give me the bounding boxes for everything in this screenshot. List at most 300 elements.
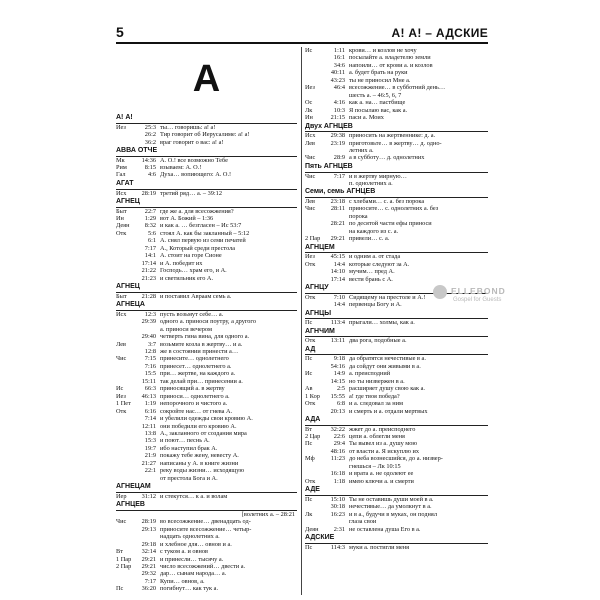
reference-row <box>305 154 488 161</box>
verse-snippet: а! где твоя победа? <box>349 392 400 400</box>
book-abbrev <box>116 460 138 467</box>
verse-snippet: где же а. для всесожжения? <box>160 207 234 215</box>
book-abbrev: Исх <box>305 132 316 140</box>
verse-snippet: крови… и козлов не хочу <box>349 47 417 54</box>
verse-snippet: и врата а. не одолеют ее <box>349 470 414 478</box>
book-abbrev <box>116 445 138 452</box>
entry-headword: АД <box>305 346 488 356</box>
reference-row <box>116 237 297 244</box>
entry-headword: АДЕ <box>305 486 488 496</box>
verse-snippet: Господь… храм его, и А. <box>160 267 227 275</box>
verse-ref: 15:5 <box>144 370 156 378</box>
verse-ref: 31:12 <box>141 492 156 500</box>
verse-ref: 1:11 <box>334 47 345 54</box>
verse-ref: 14:36 <box>141 156 156 164</box>
book-abbrev: Иер <box>116 492 127 500</box>
column-divider <box>301 47 302 595</box>
verse-ref <box>327 180 349 187</box>
verse-snippet: одного а. приноси поутру, а другого <box>160 318 257 326</box>
book-abbrev <box>305 92 327 99</box>
verse-ref: 2:5 <box>336 385 345 393</box>
book-abbrev: 1 Пет <box>116 400 131 408</box>
verse-snippet: имею ключи а. и смерти <box>349 477 414 485</box>
verse-ref: 16:18 <box>330 470 345 478</box>
reference-row <box>116 548 297 555</box>
book-abbrev: Быт <box>116 292 127 300</box>
book-abbrev <box>305 276 327 283</box>
verse-ref: 14:1 <box>144 252 156 260</box>
reference-row <box>305 62 488 69</box>
verse-snippet: Ты вывел из а. душу мою <box>349 440 418 448</box>
entry-headword: АГНЦЕВ <box>116 501 297 511</box>
verse-snippet: и стекутся… к а. и волам <box>160 492 228 500</box>
book-abbrev: Рим <box>116 164 127 171</box>
reference-row <box>305 478 488 485</box>
book-abbrev <box>116 541 138 548</box>
verse-snippet: цепи а. облегли меня <box>349 433 405 441</box>
reference-row <box>305 253 488 260</box>
book-abbrev <box>116 252 138 259</box>
verse-ref: 17:14 <box>330 275 345 283</box>
verse-snippet: пусть возьмут себе… а. <box>160 310 224 318</box>
reference-row <box>305 378 488 385</box>
book-abbrev <box>116 326 138 333</box>
entry-headword: АДСКИЕ <box>305 534 488 544</box>
verse-snippet: третий ряд… а. – 39:12 <box>160 189 222 197</box>
reference-row <box>305 235 488 242</box>
verse-ref: 29:32 <box>141 570 156 578</box>
verse-ref <box>327 147 349 154</box>
verse-ref: 36:20 <box>141 585 156 593</box>
reference-row <box>116 293 297 300</box>
book-abbrev <box>305 268 327 275</box>
verse-snippet: и А. победит их <box>160 259 203 267</box>
verse-snippet: на каждого из с. а. <box>349 227 399 235</box>
reference-row <box>305 463 488 470</box>
verse-snippet: прыгали… холмы, как а. <box>349 319 415 327</box>
entry-headword: АГНЦУ <box>305 284 488 294</box>
verse-ref: 22:1 <box>144 467 156 475</box>
verse-ref: 7:17 <box>144 577 156 585</box>
book-abbrev: Лк <box>305 106 313 114</box>
book-abbrev: Пс <box>305 440 313 448</box>
reference-row <box>305 496 488 503</box>
verse-snippet: стоял А. как бы закланный – 5:12 <box>160 229 250 237</box>
reference-row <box>305 205 488 212</box>
section-letter: А <box>192 58 221 100</box>
book-abbrev <box>116 467 138 474</box>
verse-snippet: во всесожжение… двенадцать од- <box>160 518 251 526</box>
verse-snippet: расширяет душу свою как а. <box>349 385 425 393</box>
verse-ref: 29:4 <box>333 440 345 448</box>
verse-ref: 3:7 <box>147 340 156 348</box>
book-abbrev <box>305 69 327 76</box>
book-abbrev <box>116 578 138 585</box>
reference-row <box>116 518 297 525</box>
verse-ref: 25:3 <box>144 123 156 131</box>
reference-row <box>116 452 297 459</box>
reference-row <box>305 47 488 54</box>
reference-row <box>305 385 488 392</box>
book-abbrev: Чис <box>116 355 127 363</box>
reference-row <box>305 173 488 180</box>
verse-snippet: непорочного и чистого а. <box>160 400 228 408</box>
book-abbrev: Исх <box>116 189 127 197</box>
verse-ref: 45:15 <box>330 253 345 261</box>
reference-row <box>305 99 488 106</box>
book-abbrev: Пс <box>305 319 313 327</box>
book-abbrev <box>305 301 327 308</box>
verse-snippet: покажу тебе жену, невесту А. <box>160 452 239 460</box>
verse-snippet: приносить на жертвеннике: д. а. <box>349 132 436 140</box>
book-abbrev: Ис <box>305 370 313 378</box>
book-abbrev: Отк <box>305 293 316 301</box>
book-abbrev: Быт <box>116 207 127 215</box>
book-abbrev: Лк <box>305 510 313 518</box>
verse-snippet: как а. на… пастбище <box>349 99 406 107</box>
verse-snippet: приносите всесожжение… четыр- <box>160 525 252 533</box>
book-abbrev: Мк <box>116 156 125 164</box>
verse-snippet: а. приноси вечером <box>160 325 212 333</box>
verse-ref <box>327 213 349 220</box>
verse-snippet: всесожжение… в субботний день… <box>349 84 446 92</box>
verse-snippet: ты… говоришь: а! а! <box>160 123 216 131</box>
verse-snippet: п. однолетних а. <box>349 179 393 187</box>
book-abbrev: Иез <box>116 123 126 131</box>
book-abbrev <box>116 318 138 325</box>
book-abbrev <box>305 503 327 510</box>
reference-row <box>116 556 297 563</box>
verse-snippet: а. будет брать на руки <box>349 69 408 77</box>
verse-snippet: шесть а. – 46:5, 6, 7 <box>349 91 402 99</box>
verse-ref: 19:7 <box>144 444 156 452</box>
verse-snippet: нечестивые… да умолкнут в а. <box>349 503 432 511</box>
verse-ref: 20:13 <box>330 407 345 415</box>
reference-row <box>305 132 488 139</box>
reference-row <box>116 423 297 430</box>
reference-row <box>305 448 488 455</box>
verse-ref <box>327 463 349 470</box>
verse-ref: 16:1 <box>333 54 345 62</box>
verse-snippet: порока <box>349 212 368 220</box>
book-abbrev <box>116 452 138 459</box>
book-abbrev: 1 Кор <box>305 392 320 400</box>
verse-snippet: не оставлена душа Его в а. <box>349 525 421 533</box>
verse-ref: 36:2 <box>144 138 156 146</box>
reference-row <box>116 318 297 325</box>
verse-ref: 48:16 <box>330 447 345 455</box>
verse-snippet: посылайте а. владетелю земли <box>349 54 431 62</box>
verse-ref: 5:6 <box>147 229 156 237</box>
reference-row <box>116 230 297 237</box>
verse-ref: 14:4 <box>333 301 345 309</box>
verse-ref: 29:21 <box>141 555 156 563</box>
book-abbrev: Лев <box>305 198 315 206</box>
entry-headword: АВВА ОТЧЕ <box>116 147 297 157</box>
reference-row <box>305 393 488 400</box>
book-abbrev: 2 Пар <box>116 562 132 570</box>
verse-ref: 12:3 <box>144 310 156 318</box>
entry-headword: АГНЕЦ <box>116 283 297 293</box>
verse-snippet: сокройте нас… от гнева А. <box>160 407 233 415</box>
book-abbrev: Чис <box>305 154 316 162</box>
reference-row <box>116 355 297 362</box>
verse-snippet: которые следуют за А. <box>349 260 410 268</box>
reference-row <box>305 408 488 415</box>
verse-ref: 22:6 <box>333 433 345 441</box>
book-abbrev: Вт <box>305 425 312 433</box>
verse-ref: 7:10 <box>333 293 345 301</box>
reference-row <box>305 180 488 187</box>
book-abbrev <box>116 139 138 146</box>
verse-snippet: Духа… вопиющего: А. О.! <box>160 171 232 179</box>
verse-ref: 15:55 <box>330 392 345 400</box>
verse-ref: 14:9 <box>333 370 345 378</box>
book-abbrev: Пс <box>116 585 124 593</box>
verse-snippet: так делай при… принесении а. <box>160 377 243 385</box>
book-abbrev <box>116 526 138 533</box>
book-abbrev: Иез <box>116 392 126 400</box>
reference-row <box>116 493 297 500</box>
verse-ref <box>138 533 160 540</box>
verse-snippet: с туком а. и овнов <box>160 548 209 556</box>
verse-snippet: напоили… от крови а. и козлов <box>349 61 433 69</box>
reference-row <box>116 157 297 164</box>
verse-snippet: и поют… песнь А. <box>160 437 210 445</box>
verse-snippet: и принесли… тысячу а. <box>160 555 224 563</box>
reference-row <box>305 84 488 91</box>
verse-snippet: возьмите козла в жертву… и а. <box>160 340 243 348</box>
book-abbrev <box>305 220 327 227</box>
reference-row <box>116 348 297 355</box>
book-abbrev <box>305 363 327 370</box>
reference-row <box>116 139 297 146</box>
verse-snippet: четверть гина вина, для одного а. <box>160 333 250 341</box>
verse-snippet: приготовьте… в жертву… д. одно- <box>349 139 442 147</box>
verse-snippet: да обратятся нечестивые в а. <box>349 355 426 363</box>
verse-ref: 66:3 <box>144 385 156 393</box>
verse-snippet: взываем: А. О.! <box>160 164 202 171</box>
reference-row <box>116 526 297 533</box>
verse-snippet: Тир говорит об Иерусалиме: а! а! <box>160 131 250 139</box>
verse-ref: 14:10 <box>330 268 345 276</box>
page-header <box>116 22 488 44</box>
reference-row <box>305 518 488 525</box>
reference-row <box>116 245 297 252</box>
entry-continuation: [волетних а. – 28:21 <box>241 510 295 518</box>
verse-ref: 15:11 <box>141 377 156 385</box>
book-abbrev: Иез <box>305 84 315 92</box>
verse-snippet: и одним а. от стада <box>349 253 401 261</box>
entry-headword: А! А! <box>116 114 297 124</box>
book-abbrev <box>116 348 138 355</box>
verse-ref: 28:21 <box>330 220 345 228</box>
verse-ref: 21:15 <box>330 114 345 122</box>
verse-snippet: мучим… пред А. <box>349 268 395 276</box>
book-abbrev: Лев <box>116 340 126 348</box>
entry-headword: АГНЦЫ <box>305 310 488 320</box>
book-abbrev <box>116 475 138 482</box>
verse-ref: 23:18 <box>330 198 345 206</box>
verse-snippet: приносящий а. в жертву <box>160 385 225 393</box>
book-abbrev: Чис <box>305 172 316 180</box>
reference-row <box>116 131 297 138</box>
verse-ref: 34:6 <box>333 61 345 69</box>
reference-row <box>305 426 488 433</box>
verse-snippet: и а. следовал за ним <box>349 400 403 408</box>
verse-snippet: жжет до а. преисподнего <box>349 425 416 433</box>
verse-snippet: первенцы Богу и А. <box>349 301 402 309</box>
reference-row <box>116 408 297 415</box>
reference-row <box>116 333 297 340</box>
verse-ref: 23:19 <box>330 139 345 147</box>
reference-row <box>116 341 297 348</box>
book-abbrev: Пс <box>305 543 313 551</box>
book-abbrev: Ин <box>116 215 124 222</box>
book-abbrev <box>305 470 327 477</box>
verse-ref: 12:11 <box>141 422 156 430</box>
verse-snippet: муки а. постигли меня <box>349 543 410 551</box>
reference-row <box>305 337 488 344</box>
reference-row <box>305 511 488 518</box>
reference-row <box>305 363 488 370</box>
book-abbrev <box>116 570 138 577</box>
verse-snippet: и хлебное для… овнов и а. <box>160 540 232 548</box>
verse-ref: 10:3 <box>333 106 345 114</box>
reference-row <box>305 455 488 462</box>
reference-row <box>305 355 488 362</box>
reference-row <box>116 252 297 259</box>
book-abbrev: Отк <box>116 229 127 237</box>
verse-snippet: написаны у А. в книге жизни <box>160 459 239 467</box>
book-abbrev <box>116 245 138 252</box>
verse-snippet: же в состоянии принести а… <box>160 347 239 355</box>
verse-snippet: дар… сынам народа… а. <box>160 570 227 578</box>
verse-snippet: и убелили одежды свои кровию А. <box>160 415 253 423</box>
verse-ref <box>327 228 349 235</box>
verse-ref: 29:21 <box>141 562 156 570</box>
reference-row <box>116 275 297 282</box>
book-abbrev <box>116 415 138 422</box>
verse-ref: 40:11 <box>330 69 345 77</box>
book-abbrev: Ис <box>305 47 313 54</box>
verse-ref: 1:19 <box>144 400 156 408</box>
verse-ref: 28:19 <box>141 189 156 197</box>
verse-snippet: и поставил Авраам семь а. <box>160 292 232 300</box>
book-abbrev: Отк <box>116 407 127 415</box>
left-column <box>116 47 297 593</box>
book-abbrev: Отк <box>305 337 316 345</box>
book-abbrev <box>116 260 138 267</box>
verse-snippet: ибо наступил брак А. <box>160 444 218 452</box>
reference-row <box>305 268 488 275</box>
book-abbrev <box>305 213 327 220</box>
book-abbrev <box>116 437 138 444</box>
verse-ref: 29:18 <box>141 540 156 548</box>
reference-row <box>305 470 488 477</box>
verse-snippet: и смерть и а. отдали мертвых <box>349 407 428 415</box>
book-abbrev <box>305 77 327 84</box>
reference-row <box>305 440 488 447</box>
verse-snippet: вести брань с А. <box>349 275 393 283</box>
page-number: 5 <box>116 24 124 40</box>
verse-snippet: глаза свои <box>349 518 377 526</box>
entry-headword: Пять АГНЦЕВ <box>305 163 488 173</box>
verse-ref: 6:8 <box>336 400 345 408</box>
verse-ref: 46:4 <box>333 84 345 92</box>
verse-ref: 14:4 <box>333 260 345 268</box>
reference-row <box>116 124 297 131</box>
book-abbrev <box>305 228 327 235</box>
entry-headword: АДА <box>305 416 488 426</box>
verse-ref: 114:3 <box>330 543 345 551</box>
book-abbrev <box>305 408 327 415</box>
verse-snippet: принесите… однолетнего <box>160 355 229 363</box>
reference-row <box>116 570 297 577</box>
book-abbrev <box>305 180 327 187</box>
verse-ref: 28:9 <box>333 154 345 162</box>
verse-snippet: летних а. <box>349 147 374 155</box>
book-abbrev: Лев <box>305 139 315 147</box>
verse-ref <box>327 92 349 99</box>
verse-ref: 6:16 <box>144 407 156 415</box>
book-abbrev <box>116 378 138 385</box>
verse-snippet: и светильник его А. <box>160 274 214 282</box>
reference-row <box>305 213 488 220</box>
book-abbrev: Мф <box>305 455 315 463</box>
verse-ref: 2:31 <box>333 525 345 533</box>
reference-row <box>116 311 297 318</box>
reference-row <box>305 544 488 551</box>
book-abbrev <box>305 147 327 154</box>
entry-headword: АГНЧИМ <box>305 328 488 338</box>
book-abbrev <box>116 237 138 244</box>
verse-snippet: они победили его кровию А. <box>160 422 237 430</box>
verse-snippet: да сойдут они живыми в а. <box>349 362 421 370</box>
book-abbrev: Вт <box>116 548 123 556</box>
verse-snippet: гнешься – Лк 10:15 <box>349 462 401 470</box>
watermark-subtitle: Gospel for Guests <box>453 297 502 303</box>
verse-snippet: А. снял первую из семи печатей <box>160 237 246 245</box>
running-head: А! А! – АДСКИЕ <box>391 26 488 40</box>
reference-row <box>305 54 488 61</box>
book-abbrev <box>116 131 138 138</box>
book-abbrev: 1 Пар <box>116 555 132 563</box>
verse-snippet: по десятой части ефы приноси <box>349 220 432 228</box>
reference-row <box>305 370 488 377</box>
entry-headword: АГНЕЦАМ <box>116 483 297 493</box>
verse-snippet: реку воды жизни… исходящую <box>160 467 245 475</box>
reference-row <box>116 415 297 422</box>
book-abbrev <box>116 267 138 274</box>
verse-ref: 21:28 <box>141 292 156 300</box>
book-abbrev: Отк <box>305 400 316 408</box>
reference-row <box>116 533 297 540</box>
verse-ref: 7:14 <box>144 415 156 423</box>
verse-ref: 8:15 <box>144 164 156 171</box>
book-abbrev <box>305 62 327 69</box>
verse-snippet: и как а. … безгласен – Ис 53:7 <box>160 222 242 230</box>
reference-row <box>116 437 297 444</box>
verse-snippet: паси а. Моих <box>349 114 384 122</box>
verse-ref: 28:19 <box>141 518 156 526</box>
verse-snippet: от власти а. Я искуплю их <box>349 447 420 455</box>
verse-snippet: Я посылаю вас, как а. <box>349 106 408 114</box>
verse-snippet: А., закланного от создания мира <box>160 429 247 437</box>
reference-row <box>305 261 488 268</box>
book-abbrev <box>305 54 327 61</box>
verse-ref: 21:9 <box>144 452 156 460</box>
